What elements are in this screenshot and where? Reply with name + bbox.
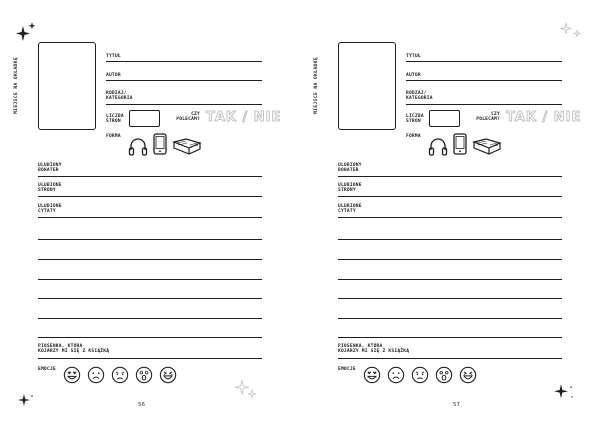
song-line[interactable]: [338, 358, 562, 359]
cover-placeholder-label: MIEJSCE NA OKŁADKĘ: [14, 57, 19, 115]
sparkle-icon: [14, 20, 38, 46]
song-line[interactable]: [38, 358, 262, 359]
recommend-label-line2: POLECAM?: [476, 117, 500, 123]
sad-face-icon[interactable]: [387, 366, 405, 384]
favorite-pages-label: [338, 183, 362, 194]
favorite-pages-label-line2: STRONY: [38, 188, 56, 194]
headphones-icon[interactable]: [428, 136, 448, 158]
favorite-hero-label: [338, 163, 362, 174]
surprised-face-icon[interactable]: [135, 366, 153, 384]
open-book-icon[interactable]: [472, 134, 502, 156]
favorite-pages-label-line1: ULUBIONE: [38, 183, 62, 188]
quote-line[interactable]: [38, 337, 262, 338]
heart-eyes-face-icon[interactable]: [363, 366, 381, 384]
recommend-label-line2: POLECAM?: [176, 117, 200, 123]
journal-page-right: [300, 0, 600, 423]
song-label: [38, 344, 109, 355]
sparkle-icon: [232, 376, 260, 404]
sad-face-icon[interactable]: [87, 366, 105, 384]
ebook-reader-icon[interactable]: [453, 133, 467, 155]
quote-line[interactable]: [338, 337, 562, 338]
quote-line[interactable]: [338, 259, 562, 260]
quote-line[interactable]: [38, 217, 262, 218]
favorite-quotes-label-line2: CYTATY: [338, 209, 356, 215]
laughing-face-icon[interactable]: [459, 366, 477, 384]
page-count-box[interactable]: [129, 110, 160, 127]
song-label-line2: KOJARZY MI SIĘ Z KSIĄŻKĄ: [338, 349, 410, 355]
favorite-pages-label-line2: STRONY: [338, 188, 356, 194]
recommend-label-line1: CZY: [491, 112, 500, 117]
favorite-pages-line[interactable]: [338, 196, 562, 197]
crying-face-icon[interactable]: [111, 366, 129, 384]
quote-line[interactable]: [38, 298, 262, 299]
quote-line[interactable]: [338, 279, 562, 280]
favorite-hero-line[interactable]: [338, 176, 562, 177]
quote-line[interactable]: [38, 279, 262, 280]
open-book-icon[interactable]: [172, 134, 202, 156]
quote-line[interactable]: [338, 318, 562, 319]
title-label: TYTUŁ: [106, 54, 121, 59]
favorite-hero-label-line2: BOHATER: [38, 168, 59, 174]
genre-line[interactable]: [406, 104, 562, 105]
genre-label-line2: KATEGORIA: [406, 96, 433, 102]
sparkle-icon: [552, 380, 576, 404]
favorite-pages-line[interactable]: [38, 196, 262, 197]
quote-line[interactable]: [38, 259, 262, 260]
cover-placeholder-label: MIEJSCE NA OKŁADKĘ: [314, 57, 319, 115]
yes-no-choice[interactable]: TAK / NIE: [206, 110, 282, 125]
favorite-pages-label-line1: ULUBIONE: [338, 183, 362, 188]
title-line[interactable]: [406, 61, 562, 62]
headphones-icon[interactable]: [128, 136, 148, 158]
favorite-quotes-label: [338, 204, 362, 215]
author-label: AUTOR: [106, 73, 121, 78]
genre-label-line1: RODZAJ/: [406, 91, 427, 96]
crying-face-icon[interactable]: [411, 366, 429, 384]
favorite-pages-label: [38, 183, 62, 194]
title-line[interactable]: [106, 61, 262, 62]
author-label: AUTOR: [406, 73, 421, 78]
page-count-label-line1: LICZBA: [106, 114, 124, 119]
page-number: 57: [453, 402, 460, 408]
format-label: FORMA: [106, 134, 121, 139]
genre-label: [106, 91, 133, 102]
cover-placeholder-box[interactable]: [38, 42, 96, 130]
page-number: 56: [138, 402, 145, 408]
favorite-quotes-label-line1: ULUBIONE: [38, 204, 62, 209]
sparkle-icon: [558, 20, 584, 42]
author-line[interactable]: [406, 80, 562, 81]
sparkle-icon: [16, 392, 36, 408]
quote-line[interactable]: [338, 239, 562, 240]
quote-line[interactable]: [38, 318, 262, 319]
yes-no-choice[interactable]: TAK / NIE: [506, 110, 582, 125]
page-count-label: [406, 114, 424, 125]
page-count-box[interactable]: [429, 110, 460, 127]
recommend-label: [172, 112, 200, 123]
favorite-hero-label-line1: ULUBIONY: [38, 163, 62, 168]
favorite-hero-label-line2: BOHATER: [338, 168, 359, 174]
quote-line[interactable]: [38, 239, 262, 240]
favorite-quotes-label: [38, 204, 62, 215]
genre-label-line2: KATEGORIA: [106, 96, 133, 102]
quote-line[interactable]: [338, 217, 562, 218]
genre-line[interactable]: [106, 104, 262, 105]
author-line[interactable]: [106, 80, 262, 81]
recommend-label: [472, 112, 500, 123]
title-label: TYTUŁ: [406, 54, 421, 59]
surprised-face-icon[interactable]: [435, 366, 453, 384]
recommend-label-line1: CZY: [191, 112, 200, 117]
page-count-label-line2: STRON: [106, 119, 121, 125]
genre-label: [406, 91, 433, 102]
quote-line[interactable]: [338, 298, 562, 299]
song-label: [338, 344, 409, 355]
genre-label-line1: RODZAJ/: [106, 91, 127, 96]
favorite-hero-line[interactable]: [38, 176, 262, 177]
format-label: FORMA: [406, 134, 421, 139]
ebook-reader-icon[interactable]: [153, 133, 167, 155]
favorite-quotes-label-line1: ULUBIONE: [338, 204, 362, 209]
favorite-hero-label: [38, 163, 62, 174]
page-count-label-line2: STRON: [406, 119, 421, 125]
song-label-line2: KOJARZY MI SIĘ Z KSIĄŻKĄ: [38, 349, 110, 355]
page-count-label: [106, 114, 124, 125]
song-label-line1: PIOSENKA, KTÓRA: [38, 344, 83, 349]
emotions-label: EMOCJE: [338, 367, 356, 372]
page-count-label-line1: LICZBA: [406, 114, 424, 119]
favorite-hero-label-line1: ULUBIONY: [338, 163, 362, 168]
laughing-face-icon[interactable]: [159, 366, 177, 384]
heart-eyes-face-icon[interactable]: [63, 366, 81, 384]
song-label-line1: PIOSENKA, KTÓRA: [338, 344, 383, 349]
favorite-quotes-label-line2: CYTATY: [38, 209, 56, 215]
emotions-label: EMOCJE: [38, 367, 56, 372]
cover-placeholder-box[interactable]: [338, 42, 396, 130]
